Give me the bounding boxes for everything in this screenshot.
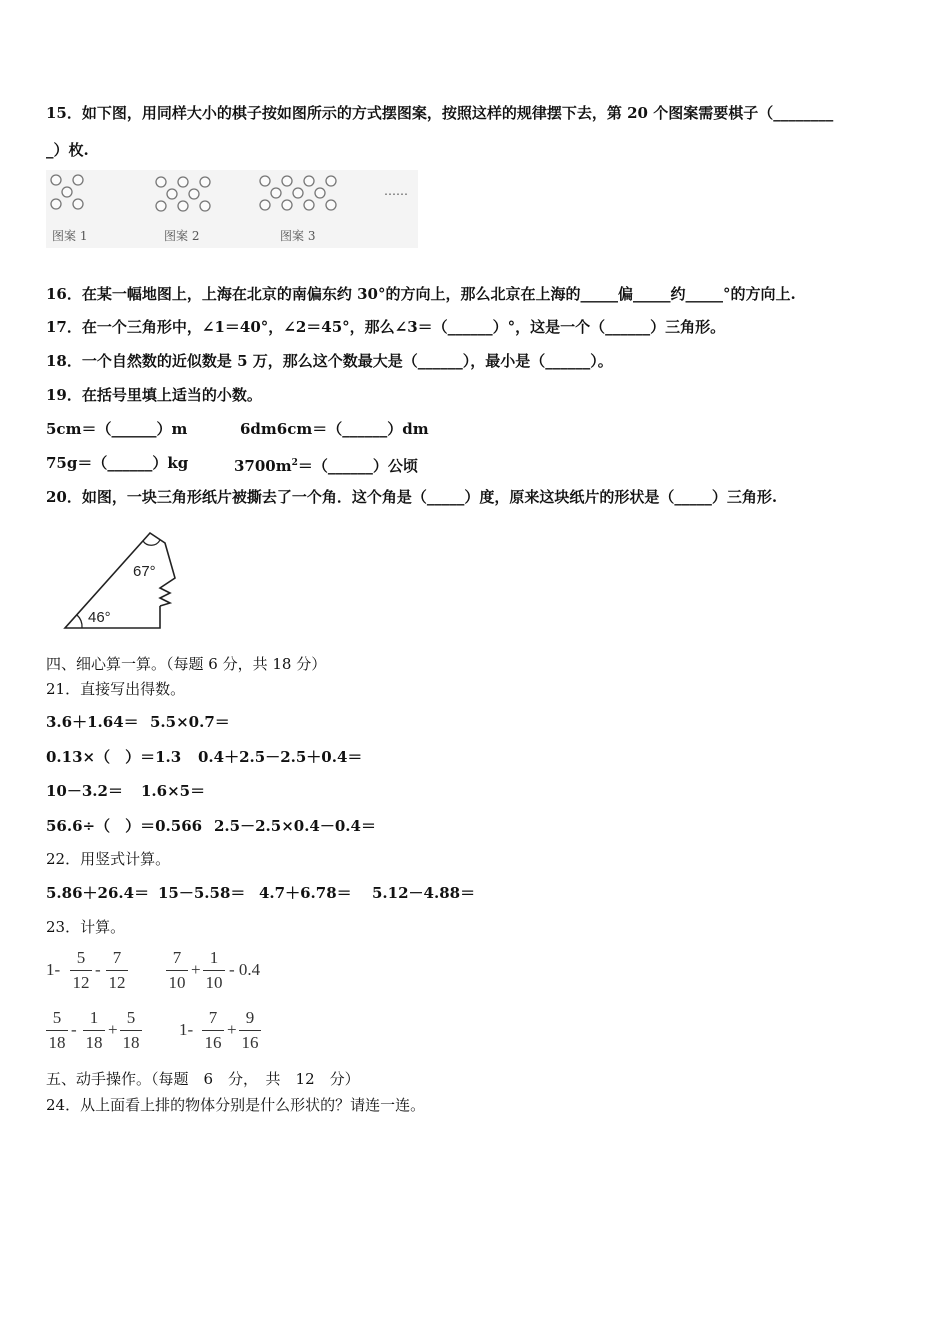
piece [326, 200, 336, 210]
q19-item-4-rest: ＝（______）公顷 [297, 457, 418, 475]
numerator: 9 [245, 1008, 255, 1027]
piece [271, 188, 281, 198]
piece [326, 176, 336, 186]
denominator: 10 [205, 973, 223, 992]
operator: + [227, 1020, 237, 1039]
denominator: 12 [72, 973, 90, 992]
q22-item-1: 5.86＋26.4＝ [46, 884, 150, 902]
question-15-line2: _）枚. [46, 141, 89, 159]
fraction-bar [106, 970, 128, 971]
fraction [120, 1007, 142, 1054]
question-16: 16．在某一幅地图上，上海在北京的南偏东约 30°的方向上，那么北京在上海的_____偏_____约_____°的方向上. [46, 285, 796, 303]
q21-item-2: 5.5×0.7＝ [150, 713, 230, 731]
numerator: 7 [112, 948, 122, 967]
question-20: 20．如图，一块三角形纸片被撕去了一个角．这个角是（_____）度，原来这块纸片的形状是（_____）三角形. [46, 488, 778, 506]
fraction-bar [70, 970, 92, 971]
fraction [202, 1007, 224, 1054]
chess-pattern-figure [46, 170, 418, 248]
q21-item-1: 3.6＋1.64＝ [46, 713, 139, 731]
denominator: 16 [204, 1033, 222, 1052]
angle-67-label: 67° [133, 563, 156, 580]
q19-item-2: 6dm6cm＝（______）dm [240, 420, 429, 438]
piece [189, 189, 199, 199]
question-17: 17．在一个三角形中，∠1＝40°，∠2＝45°，那么∠3＝（______）°，这是一个（______）三角形。 [46, 318, 726, 336]
fraction-bar [202, 1030, 224, 1031]
triangle-outline [65, 533, 175, 628]
operator: + [108, 1020, 118, 1039]
fraction-bar [239, 1030, 261, 1031]
numerator: 5 [76, 948, 86, 967]
chess-pattern-svg [46, 170, 418, 248]
lead-term: 1- [46, 960, 61, 979]
q21-item-5: 10－3.2＝ [46, 782, 123, 800]
piece [200, 177, 210, 187]
piece [315, 188, 325, 198]
operator: - [95, 960, 101, 979]
piece [178, 201, 188, 211]
piece [282, 200, 292, 210]
piece [62, 187, 72, 197]
pattern-label-1: 图案 1 [52, 229, 88, 243]
fraction-bar [46, 1030, 68, 1031]
denominator: 18 [122, 1033, 140, 1052]
pattern-ellipsis: …… [384, 184, 408, 198]
question-18: 18．一个自然数的近似数是 5 万，那么这个数最大是（______），最小是（______）。 [46, 352, 613, 370]
pattern-label-2: 图案 2 [164, 229, 200, 243]
angle-46-label: 46° [88, 609, 111, 626]
piece [73, 199, 83, 209]
q19-item-1: 5cm＝（______）m [46, 420, 188, 438]
torn-triangle-figure [60, 528, 190, 633]
question-24: 24．从上面看上排的物体分别是什么形状的？请连一连。 [46, 1096, 426, 1114]
denominator: 16 [241, 1033, 259, 1052]
question-23-title: 23．计算。 [46, 918, 126, 936]
piece [167, 189, 177, 199]
question-15-line1: 15．如下图，用同样大小的棋子按如图所示的方式摆图案，按照这样的规律摆下去，第 20 个图案需要棋子（________ [46, 104, 834, 122]
numerator: 7 [208, 1008, 218, 1027]
fraction-bar [120, 1030, 142, 1031]
piece [260, 176, 270, 186]
pattern-label-3: 图案 3 [280, 229, 316, 243]
piece [304, 176, 314, 186]
question-19-title: 19．在括号里填上适当的小数。 [46, 386, 262, 404]
denominator: 10 [168, 973, 186, 992]
fraction [83, 1007, 105, 1054]
question-22-title: 22．用竖式计算。 [46, 850, 171, 868]
numerator: 7 [172, 948, 182, 967]
fraction [46, 1007, 68, 1054]
tail-term: - 0.4 [229, 960, 261, 979]
q22-item-4: 5.12－4.88＝ [372, 884, 476, 902]
q22-item-3: 4.7＋6.78＝ [259, 884, 352, 902]
question-21-title: 21．直接写出得数。 [46, 680, 186, 698]
lead-term: 1- [179, 1020, 194, 1039]
section-4-heading: 四、细心算一算。（每题 6 分，共 18 分） [46, 655, 327, 673]
fraction [70, 947, 92, 994]
operator: - [71, 1020, 77, 1039]
q21-item-4: 0.4＋2.5－2.5＋0.4＝ [198, 748, 363, 766]
q19-item-3: 75g＝（______）kg [46, 454, 189, 472]
section-5-heading: 五、动手操作。（每题 6 分， 共 12 分） [46, 1070, 360, 1088]
piece [260, 200, 270, 210]
denominator: 18 [48, 1033, 66, 1052]
numerator: 1 [89, 1008, 99, 1027]
q19-item-4-unit: 3700m [234, 457, 292, 475]
numerator: 5 [52, 1008, 62, 1027]
fraction-bar [83, 1030, 105, 1031]
piece [73, 175, 83, 185]
fraction [203, 947, 225, 994]
piece [156, 201, 166, 211]
q21-item-3: 0.13×（ ）＝1.3 [46, 748, 182, 766]
top-angle-arc [143, 540, 160, 545]
fraction-bar [203, 970, 225, 971]
piece [51, 175, 61, 185]
numerator: 5 [126, 1008, 136, 1027]
fraction-bar [166, 970, 188, 971]
piece [200, 201, 210, 211]
torn-triangle-svg [60, 528, 190, 633]
denominator: 12 [108, 973, 126, 992]
piece [293, 188, 303, 198]
q19-item-4 [234, 453, 418, 476]
q21-item-8: 2.5－2.5×0.4－0.4＝ [214, 817, 376, 835]
q21-item-7: 56.6÷（ ）＝0.566 [46, 817, 203, 835]
operator: + [191, 960, 201, 979]
piece [282, 176, 292, 186]
denominator: 18 [85, 1033, 103, 1052]
left-angle-arc [77, 615, 82, 628]
q19-item-4-exponent: 2 [291, 458, 298, 468]
fraction [239, 1007, 261, 1054]
numerator: 1 [209, 948, 219, 967]
piece [178, 177, 188, 187]
piece [156, 177, 166, 187]
q22-item-2: 15－5.58＝ [158, 884, 246, 902]
piece [304, 200, 314, 210]
fraction [106, 947, 128, 994]
fraction [166, 947, 188, 994]
piece [51, 199, 61, 209]
q21-item-6: 1.6×5＝ [141, 782, 206, 800]
